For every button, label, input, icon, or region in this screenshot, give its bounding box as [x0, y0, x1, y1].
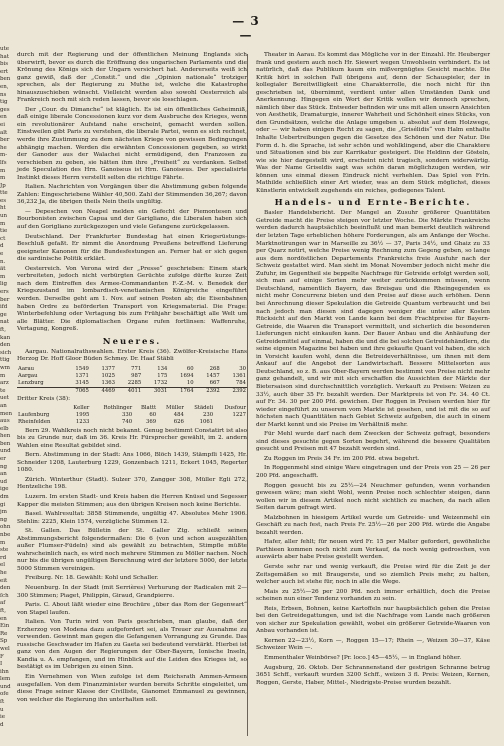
edge-fragment: te: [0, 387, 6, 394]
article-paragraph: Zu Roggen im Preis 34 Fr. im 200 Pfd. etwa begehrt.: [264, 455, 420, 462]
article-paragraph: Aargau. Nationalrathswahlen. Erster Kreis (36). Zwölfer-Kreisische Hans Herzog Dr. Hoff Gloor Büden Schmey. Dr. Haaf Stäbli: [17, 348, 247, 363]
article-paragraph: — Depeschen von Neapel melden ein Gefecht der Piemontesen und Bourbonisten zwischen Capua und der Garigliano, die Liberalen haben sich auf den Gorigliano zurückgezogen und viele Gefangene zurückgelassen.: [17, 208, 247, 231]
table-cell: 667: [209, 379, 220, 386]
table-cell: 134: [157, 365, 168, 372]
table-cell: 4469: [90, 387, 116, 394]
edge-fragment: nbe: [0, 532, 11, 538]
edge-fragment: ft,: [0, 607, 6, 614]
article-paragraph: Gerste sehr rar und wenig verkauft, die Preise wird für die Zeit je der Zeitsgemäßen so mit Braugerste, und so ziemlich Preis mehr, zu halten, welcher auch ist stehe für, noch in alle die Wege.: [256, 564, 490, 586]
edge-fragment: Sp: [0, 638, 8, 645]
article-paragraph: St. Gallen. Das Bülletin der St. Galler Ztg. schließt seinen Abstimmungsbericht folgendermaßen: Die 6 (von und schon ausgezählten außer Flumser-Füdeln) sind als gewählt zu betrachten, Stimpfle müßte wahrscheinlich nach, es wird noch mehrere Stimmen zu Möller nachen. Noch nur bis die übrigen ungültigen Berechnung wird der letztere 5000, der letzte 5000 Stimmen vereinigen.: [17, 528, 247, 572]
table-cell: 626: [173, 418, 184, 425]
table-cell: 3145: [75, 379, 89, 386]
edge-fragment: ben: [0, 76, 11, 83]
article-paragraph: Italien. Nachrichten von Vorgängen über die Abstimmung geben folgende Zahlen: Eingeschriebene Wähler 40,500. Zahl der Stimmenden 36,267; davon 36,232 Ja, die übrigen theils Nein theils ungültig.: [17, 184, 247, 206]
article-paragraph: Malzbohnen in hiesigem Artikel wurde um Getreide- und Weizenmehl ein Geschäft zu nach fest, nach Preis Fr. 25½—26 per 200 Pfd. würde die Angabe bezahlt werden.: [256, 514, 490, 536]
edge-fragment: er: [0, 456, 6, 463]
edge-fragment: elb: [0, 425, 9, 432]
edge-fragment: gi: [0, 501, 6, 508]
table-row: [17, 419, 247, 426]
edge-fragment: ſt: [0, 699, 5, 706]
table-cell: 268: [209, 365, 220, 372]
edge-fragment: u: [0, 706, 4, 713]
table-cell: Laufenburg: [18, 411, 50, 418]
table-cell: 771: [131, 365, 142, 372]
edge-fragment: und: [0, 448, 11, 455]
edge-fragment: aus: [0, 418, 10, 425]
vote-table-third-district: [17, 405, 247, 426]
edge-fragment: tie: [0, 228, 8, 235]
edge-fragment: ihn: [0, 668, 9, 675]
edge-fragment: m: [0, 539, 6, 546]
table-cell: 1995: [75, 411, 90, 418]
page-number: — 3 —: [232, 14, 260, 42]
table-cell: 30: [239, 365, 246, 372]
edge-fragment: m: [0, 273, 6, 280]
article-paragraph: Freiburg. Nr. 18. Gewählt: Kohl und Schaller.: [25, 575, 159, 582]
table-cell: [17, 387, 64, 394]
edge-fragment: ber: [0, 137, 10, 144]
edge-fragment: kan: [0, 334, 11, 341]
edge-fragment: ct: [0, 235, 6, 242]
edge-fragment: ute: [0, 46, 10, 52]
edge-fragment: dm: [0, 494, 9, 501]
article-paragraph: Basler Handelsbericht. Der Mangel an Zusuhr größerer Quantitäten Getreide macht die Preise steigen vor letzter Woche. Die Märkte Frankreichs werden dadurch hauptsächlich beeinflußt und man bemerkt deutlich während der letzten Tage erheblichen höhere Forderungen, als am Anfange der Woche. Marktnotirungen war in Marseille zu 36½ — 37, Paris 34½, und Ghaiz zu 33 per Quarz notirt, welche Preise wenig Rechnung zum Gegeng geben, so lange aus dem nordöstlichen Departements Frankreichs freie Ausfuhr nach der Schweiz gestattet wird. Man sieht im Monat November jedoch nicht mehr die Zufuhr, im Gegentheil sie beppelte Nachfrage für Getreide erfolgt werden soll, sich man auf einige Sorten mehr weiter zurückkommen müssen, wenn Deutschland, namentlich Bayern, das Breisgau und die Rheingegenden es nicht mehr Concurrenz bieten und den Preise auf diese auch erhöhen. Denn bei Anrechnung dieser Spekulation die Getreide Quantum verbraucht und bei nach jedoch man diesen sind dagegen weniger die unter aller Kosten Rücksicht auf den Markt von Lande kann bei dem Frachtpreise für Bayern-Getreide, die Waaren die Transport vermittelt, und sicherlich die besonderen Lieferungen nicht einkaufen kann. Der Bauer Anbau und die Anhäufung der Getreidemittel auf einmal, haben die und die bei solchen Getreidehändlern, die seine eigenen Magazine bei haben und ihre gekaufte Quant vol haben, die sich in Vorsicht kaufen wohl, denn die Betreideverhältnisse, um ihnen mit dem Ankauf auf die Angebot der Landwirtschaft. Bessere Mittelsorten aus Deutschland, so z. B. aus Ober-Bayern werden bestimmt von Preise nicht mehr ganz gehandelt, und wir mit sich erschaffen die Aussichten der Märkte der Bietersaison sind durchschnittlich vorzüglich. Verkauft zu Preisen: Weizen zu 33½, auch über 35 Fr. bezahlt werden. Der Marktpreis ist von Fr. 34. 40 Ct. auf Fr. 34. 30 per 200 Pfd. gewichen. Der Roggen in Preisen werden hier für wieder eingeführt zu unserem vom Markte ist gesehen, und ist mit die so auf höchsten nach Quantitäten nach Gebiet Schweiz aufgeben, die auch in einem der Markt kennt und sie Preise im Verhältniß mehr.: [256, 210, 490, 428]
table-cell: 1233: [75, 418, 90, 425]
right-column: [256, 52, 490, 689]
edge-fragment: d: [0, 721, 4, 728]
article-paragraph: Emmenthaler Weinbörse? [Pr. loco.] 45—45½, — in England höher.: [264, 655, 462, 662]
edge-fragment: hat: [0, 53, 10, 60]
edge-fragment: lfs: [0, 159, 7, 166]
article-paragraph: Neuenburg. In der Stadt (mit Serrières) Verhurung der Radicalen mit 2—300 Stimmen; Piaget, Philippin, Giraud, Grandpierre.: [17, 585, 247, 599]
table-cell: 7065: [64, 387, 90, 394]
table-cell: [214, 419, 247, 426]
article-paragraph: Deutschland. Der Frankfurter Bundestag hat einen Kriegsrüstungs-Beschluß gefaßt. Er nimmt die Anordnung Preußens betreffend Lieferung geeigneter Kanonen für die Bundesfestungen an. Ferner hat er sich gegen die sardinische Politik erklärt.: [17, 233, 247, 263]
table-cell: 60: [149, 411, 157, 418]
edge-fragment: nat: [0, 319, 10, 326]
edge-fragment: F: [0, 653, 4, 660]
edge-fragment: ohn: [0, 524, 11, 531]
table-header-cell: Städeli: [194, 404, 214, 411]
edge-fragment: eit: [0, 577, 8, 584]
article-paragraph: Ein Vernehmen von Wien zufolge ist dem Reichsrath Ammen-Armeen ausgefallen. Von dem Finanzminister wurden bereits Schritte eingeleitet, um diese Frage seiner Klasse der Civilliste, Gianomet Emmanuel zu gewinnen, von welcher die Regierung ihn unterhalten soll.: [17, 674, 247, 703]
edge-fragment: ige: [0, 486, 9, 493]
article-paragraph: Italien. Von Turin wird von Paris geschrieben, man glaube, daß der Erzherzog von Modena dazu aufgefordert sei, als Treuer zur Ausnahme zu verwenden. Gewinnt man gegen die Gefangenen Vorrangung zu Grunde. Das russische Geschwader im Hafen zu Gaeta sei bedeutend verstärkt. Hierbei ist ganz von den Augen der Regierungen der Ober-Bayern, Ionische Inseln, Kandia u. A. empfangen, und im Hinblick auf die Leiden des Krieges ist, so bestätigt es im Uebrigen zu einen Sinn.: [17, 619, 247, 671]
edge-fragment: an: [0, 471, 7, 478]
article-paragraph: Basel. Wahlresultat: 3858 Stimmende, ungültig 47. Absolutes Mehr 1906. Stehlin: 2225, Klein 1574, verzügliche Stimmen 12.: [17, 511, 247, 525]
table-header-cell: Dusfour: [224, 404, 246, 411]
edge-fragment: ng: [0, 463, 8, 470]
edge-fragment: ttig: [0, 357, 10, 364]
table-row: [17, 412, 247, 419]
edge-fragment: wm: [0, 364, 10, 371]
table-cell: 1363: [101, 379, 116, 386]
edge-fragment: ie: [0, 714, 6, 721]
table-total-row: [17, 387, 247, 394]
table-cell: Lenzburg: [18, 379, 44, 386]
table-cell: Rheinfelden: [18, 418, 51, 425]
edge-fragment: uet: [0, 395, 10, 402]
table-cell: 1457: [206, 372, 220, 379]
edge-fragment: he: [0, 569, 7, 576]
edge-fragment: lem: [0, 676, 11, 683]
table-cell: 740: [121, 418, 133, 425]
table-cell: 4011: [116, 387, 142, 394]
edge-fragment: men: [0, 410, 13, 417]
edge-fragment: un: [0, 213, 8, 220]
article-paragraph: durch mit der Regierung und der öffentlichen Meinung Englands sich überwirft, bevor es durch die Eröffnung des ungarischen Parlaments und die Krönung des Königs sich der Ungarn versichert hat. Andererseits weiß ich ganz gewiß, daß der „Constit.“ und die „Opinion nationale“ trotziger sprechen, als der Regierung zu Muthe ist, welche die Katastrophe hinauszuschieben wünscht. Vielleicht werden also sowohl Oesterreich als Frankreich noch mit sich reden lassen, bevor sie losschlagen.: [17, 52, 247, 104]
table-cell: 1361: [232, 372, 246, 379]
edge-fragment: en: [0, 615, 7, 622]
edge-fragment: af: [0, 600, 6, 607]
table-row: [17, 380, 247, 387]
article-paragraph: Theater in Aarau. Es kommt das Mögliche vor in der Einzahl. Hr. Heuberger frank und gestern auch noch Hr. Siewert wegen Unwohlsein verhindert. Es ist natürlich, daß das Publikum kaum ein mißvergnügtes Gesicht machte. Die Kritik hört in solchen Fall übrigens auf, denn der Schauspieler, der in kollegialer Bereitwilligkeit eine Charakterrolle, die noch nicht für ihn geschrieben ist, übernimmt, verdient unter allen Umständen Dank und Anerkennung. Hingegen ein Wort der Kritik wollen wir dennoch sprechen, nämlich über das Stück. Entweder befinden wir uns mit allen unsern Ansichten von Aesthetik, Dramaturgie, innerer Wahrheit und Schönheit eines Stücks, von den Grundsätzen, welche die Anlage umgeben u. absolut auf dem Holzwege, oder — wir haben einigen Recht zu sagen, die „Grisélidis“ von Halm enthalte Inhalte Uebertreibungen gegen die Gesetze des Schönen und der Natur. Die Form d. h. die Sprache, ist sehr schön und wohlklingend, aber die Charaktere und Situationen sind bis zur Karrikatur gesteigert. Die Heldinn der Gösteln, wie sie hier dargestellt wird, erscheint nicht tragisch, sondern widerwärtig. Was der Name Griseldis sagt was schön daran möglichzugen werden, wir können uns einmal diesen Eindruck nicht verhehlen. Das Spiel von Frln. Mathilde schließlich einer Art wieder, was an dem Stück möglichst, dieses Künstlerin entwickelt zugehends ein reiches, gediegenes Talent.: [256, 52, 490, 194]
edge-fragment: n.: [0, 258, 6, 265]
edge-fragment: m: [0, 167, 6, 174]
edge-fragment: wel: [0, 645, 10, 652]
article-paragraph: Augsburg, 26. Oktob. Der Schrannenstand der gestrigen Schranne betrug 3651 Schff., verkauft wurden 3200 Schff., weizen 3 fl. Preis: Weizen, Kernen, Roggen, Gerste, Haber, Mittel-, Niedrigste-Preise wurden bezahlt.: [256, 664, 490, 686]
table-cell: 1549: [75, 365, 89, 372]
edge-fragment: ifd: [0, 304, 8, 311]
table-cell: 3031: [142, 387, 168, 394]
article-paragraph: Mais zu 25½—26 per 200 Pfd. noch immer erhältlich, doch die Preise scheinen nun einer Tendenz vorhanden zu sein.: [256, 588, 490, 603]
table-cell: 1061: [199, 418, 214, 425]
table-cell: 369: [145, 418, 157, 425]
table-cell: 175: [157, 372, 168, 379]
table-cell: 1371: [75, 372, 89, 379]
edge-fragment: rd: [0, 554, 7, 561]
table-cell: 1377: [101, 365, 116, 372]
table-cell: 784: [235, 379, 246, 386]
edge-fragment: alt: [0, 129, 8, 136]
table-cell: 987: [131, 372, 142, 379]
edge-fragment: el: [0, 562, 6, 569]
edge-fragment: he: [0, 144, 7, 151]
edge-fragment: sich: [0, 349, 12, 356]
article-paragraph: Oesterreich. Von Verona wird der „Presse“ geschrieben: Einem stark verbreiteten, jedoch nicht verbürgten Gerüchte zufolge dürfte kurze Zeit nach dem Eintreffen des Armee-Commandanten F.-Z.-M. v. Benedek der Kriegszustand im lombardisch-venetianischen Königreiche eingeführt werden. Derselbe geht am 1. Nov. auf seinen Posten ab; die Eisenbahnen haben Ordre zu beförderten Transport von Kriegsmaterial. Die Frage: Winterbefehlung oder Vertagung bis zum Frühjahr beschäftigt alle Welt um alle Blätter. Die diplomatischen Organe rufen fortlinsen: Waffenruhe, Vertagung, Kongreß.: [17, 265, 247, 333]
table-cell: 1764: [168, 387, 194, 394]
table-row: [17, 373, 247, 380]
table-caption: Dritter Kreis (38):: [17, 396, 71, 403]
table-header-cell: Müller: [166, 404, 184, 411]
edge-fragment: es: [0, 197, 7, 204]
edge-fragment: Jp: [0, 182, 6, 189]
table-cell: 1025: [101, 372, 116, 379]
table-cell: 330: [121, 411, 133, 418]
article-paragraph: In Roggenmehl sind einige Ware eingetragen und der Preis von 25 — 26 per 200 Pfd. angeschafft.: [256, 465, 490, 479]
edge-fragment: en,: [0, 83, 9, 90]
edge-fragment: en: [0, 114, 7, 121]
article-paragraph: Kernen 22—23½, Korn —, Roggen 15—17; Rhein —, Weizen 30—37, Käse Schweizer Wein —.: [256, 637, 490, 652]
edge-fragment: m: [0, 220, 6, 227]
table-cell: 1227: [232, 411, 246, 418]
table-cell: 60: [186, 365, 194, 372]
edge-fragment: ei: [0, 121, 6, 128]
article-paragraph: Luzern. Im ersten Stadt- und Kreis haben die Herren Knüsel und Segesser Kapper die meisten Stimmen; aus den übrigen Kreisen noch keine Berichte.: [17, 494, 247, 508]
edge-fragment: ns: [0, 91, 7, 98]
table-cell: 230: [202, 411, 214, 418]
edge-fragment: und: [0, 683, 11, 690]
edge-fragment: ben: [0, 440, 11, 447]
edge-fragment: ers: [0, 289, 9, 295]
table-cell: 10: [186, 379, 194, 386]
edge-fragment: ät: [0, 266, 6, 273]
edge-fragment: Re: [0, 630, 8, 637]
edge-fragment: ges: [0, 106, 10, 113]
edge-fragment: ht: [0, 205, 6, 212]
edge-fragment: ge: [0, 311, 7, 318]
edge-fragment: bis: [0, 61, 9, 68]
table-header-cell: [17, 405, 65, 412]
table-header-cell: Keller: [73, 404, 90, 411]
edge-fragment: ber: [0, 296, 10, 303]
edge-fragment: Ein: [0, 623, 10, 630]
left-column: [17, 52, 247, 706]
vote-table-first-district: [17, 366, 247, 395]
edge-fragment: hen: [0, 433, 11, 440]
table-row: [17, 366, 247, 373]
edge-fragment: tte: [0, 190, 8, 197]
article-paragraph: Bern. Abstimmung in der Stadt: Ans 1066, Blöch 1439, Stämpfli 1425, Hr. Schneider 1208, Lauterburg 1229, Gonzenbach 1211, Eckert 1045, Regerter 1080.: [17, 452, 247, 474]
edge-fragment: ſch: [0, 592, 9, 599]
edge-fragment: m: [0, 372, 6, 379]
table-cell: Aarau: [18, 365, 35, 372]
table-cell: 1732: [153, 379, 168, 386]
edge-fragment: I: [0, 661, 3, 668]
edge-fragment: ng: [0, 516, 8, 523]
table-header-cell: Blattt: [140, 404, 157, 411]
table-cell: 2392: [195, 387, 221, 394]
article-paragraph: Der „Cour. du Dimanche“ ist kläglich. Es ist ein öffentliches Geheimniß, daß einige liberale Concessionen kurz vor dem Ausbruche des Krieges, wenn ein revolutionärer Aufstand nahe erscheint, gemacht werden sollen. Einstweilen gibt Paris zu verstehen, die liberale Partei, wenn es sich rechnet, werde ihre Zustimmung zu dem nächsten Kriege von gewissen Bedingungen abhängig machen. Werden die erwähnten Concessionen gegeben, so wirkt der Ganoder aus der Walachei nicht ermüdigend, den Franzosen zu verschieben zu geben, sie hätten ihm ihre „Freiheit“ zu verdanken. Selbst jede Speculation des Hrn. Ganoiseus ist Hrn. Ganoiseus. Der specialisirte Instinkt dieses Herrn verstellt selten die richtige Fährte.: [17, 106, 247, 181]
edge-fragment: ud: [0, 478, 8, 485]
edge-fragment: ert: [0, 68, 9, 75]
edge-fragment: ft,: [0, 326, 6, 333]
edge-fragment: d: [0, 243, 4, 250]
edge-fragment: den: [0, 342, 11, 349]
column-divider: [247, 54, 248, 736]
article-paragraph: Bern 29. Wahlkreis noch nicht bekannt. Genug bestimmt Constatirt ist also bis zu Grunde nur, daß im 36. Kreis Hr. Fürsprecher gewählt, im 2. andern Wahlen eine Resultat gebildet sind.: [17, 427, 247, 449]
left-edge-fragments: [0, 46, 14, 736]
table-cell: 484: [173, 411, 184, 418]
section-heading-neueres: Neueres.: [102, 336, 162, 347]
article-paragraph: Reis, Erbsen, Bohnen, keine Kartoffeln nur hauptsächlich gehen die Preise bei den Getreidegattungen, und ist die Nachfrage vom Lande nach größeren von sicher zur Spekulation gewählt, wobei ein größerer Getreide-Waaren von Anbau vorhanden ist.: [256, 605, 490, 635]
table-cell: 2392: [221, 387, 247, 394]
edge-fragment: tig: [0, 99, 8, 106]
article-paragraph: Zürich. Winterthur (Stadt). Sulzer 370, Zangger 308, Müller Egli 272, Hentzeliche 198.: [17, 476, 247, 491]
edge-fragment: arz: [0, 380, 9, 387]
edge-fragment: an: [0, 402, 7, 409]
section-heading-handel: Handels- und Ernte-Berichte.: [274, 198, 472, 209]
table-cell: 2285: [127, 379, 142, 386]
table-cell: 1694: [180, 372, 194, 379]
edge-fragment: m: [0, 175, 6, 182]
article-paragraph: Für Mehl wurde darf nach dem Zwecken der Schweiz gefragt, besonders sind dieses gesuchte gegen Sorten begehrt, während die bessere Qualitäten gesucht und Preisen mit 47 bezahlt werden sind.: [256, 431, 490, 453]
edge-fragment: lig: [0, 281, 8, 288]
edge-fragment: e: [0, 251, 4, 258]
table-header-cell: Rothlinger: [103, 404, 133, 411]
edge-fragment: den: [0, 585, 11, 592]
article-paragraph: Hafer, aller fehlt; für neuen wird Fr. 15 per Malter gefordert, gewöhnliche Parthieen kommen noch nicht zum Verkauf, da noch wenig gedroschen, von auswärts aber habe Preise gestellt werden.: [256, 539, 490, 561]
article-paragraph: Paris. C. About läßt wieder eine Brochüre „über das Rom der Gegenwart“ von Stapel laufen.: [17, 602, 247, 616]
table-cell: Aargau: [18, 372, 38, 379]
edge-fragment: ofe: [0, 691, 9, 698]
edge-fragment: ste: [0, 547, 9, 554]
edge-fragment: jm: [0, 509, 7, 516]
article-paragraph: Roggen gesucht bis zu 25½—24 Neuchmer gefunden, wenn vorhanden gewesen wäre; man sieht Wohl, wenn Preise noch schlechter steigen, dann wollen wir in diesem Artikel noch nicht sichtlich zu machen, da nach allen Seiten darum gefragt wird.: [256, 482, 490, 512]
edge-fragment: m-: [0, 152, 8, 159]
